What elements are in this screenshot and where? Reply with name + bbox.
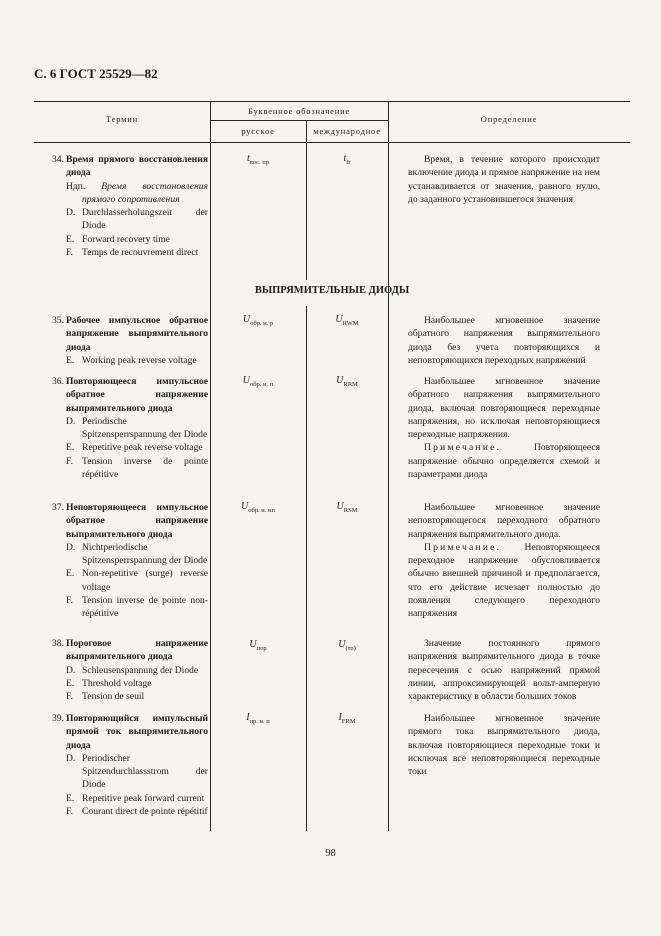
column-header-term: Термин — [105, 114, 139, 124]
entry-number: 38. — [52, 638, 64, 649]
term-title: Повторяющийся импульсный прямой ток выпрямительного диода — [66, 713, 208, 751]
international-symbol-39: $I_{FRM}$ — [338, 712, 356, 725]
entry-number: 34. — [52, 154, 64, 165]
term-entry-34 — [52, 153, 208, 259]
entry-number: 37. — [52, 502, 64, 513]
term-entry-35 — [52, 314, 208, 367]
column-header-russian: русское — [241, 126, 275, 136]
term-english: E. Threshold voltage — [66, 677, 152, 689]
term-german: D. Schleusenspannung der Diode — [66, 664, 199, 676]
table-top-rule — [34, 101, 630, 102]
term-french: F. Tension de seuil — [66, 691, 145, 703]
definition-36: Наибольшее мгновенное значение обратного напряжения выпрямительного диода, включая повторяющиеся переходные напряжения, но исключая неповторяющиеся переходные напряжения. Примечание. Повторяющееся напряжение обычно определяется схемой и параметрами диода — [408, 376, 600, 481]
term-ndp: Ндп. Время восстановления прямого сопротивления — [66, 180, 208, 205]
entry-number: 36. — [52, 376, 64, 387]
term-title: Пороговое напряжение выпрямительного диода — [66, 638, 208, 663]
page-number: 98 — [325, 848, 336, 859]
term-english: E. Repetitive peak forward current — [66, 792, 205, 804]
term-title: Рабочее импульсное обратное напряжение выпрямительного диода — [66, 315, 208, 353]
term-english: E. Forward recovery time — [66, 233, 170, 245]
term-entry-39 — [52, 712, 208, 818]
term-german: D. Periodischer Spitzendurchlassstrom der Diode — [66, 752, 208, 791]
definition-39: Наибольшее мгновенное значение прямого тока выпрямительного диода, включая повторяющиеся переходные токи и исключая все неповторяющиеся переходные токи — [408, 713, 600, 778]
russian-symbol-36: $U_{обр. и. п}$ — [242, 375, 274, 388]
term-german: D. Nichtperiodische Spitzensperrspannung der Diode — [66, 541, 208, 567]
russian-symbol-38: $U_{пор}$ — [249, 639, 267, 652]
russian-symbol-39: $I_{пр. и. п}$ — [246, 712, 270, 725]
column-header-definition: Определение — [480, 114, 538, 124]
term-french: F. Courant direct de pointe répétitif — [66, 806, 208, 818]
term-english: E. Working peak reverse voltage — [66, 354, 197, 366]
term-german: D. Periodische Spitzensperrspannung der Diode — [66, 415, 208, 441]
column-divider-2 — [306, 120, 307, 280]
page-header: С. 6 ГОСТ 25529—82 — [34, 66, 158, 81]
term-entry-36 — [52, 375, 208, 481]
column-header-letter-designation: Буквенное обозначение — [247, 106, 350, 116]
term-title: Время прямого восстановления диода — [66, 154, 208, 179]
term-english: E. Non-repetitive (surge) reverse voltage — [66, 568, 208, 593]
term-german: D. Durchlasserholungszeit der Diode — [66, 207, 208, 232]
international-symbol-36: $U_{RRM}$ — [336, 375, 358, 388]
term-french: F. Temps de recouvrement direct — [66, 247, 199, 259]
term-entry-37 — [52, 501, 208, 621]
note-label: Примечание. — [424, 442, 502, 454]
term-title: Повторяющееся импульсное обратное напряжение выпрямительного диода — [66, 376, 208, 414]
russian-symbol-35: $U_{обр. и. р}$ — [242, 314, 274, 327]
international-symbol-35: $U_{RWM}$ — [335, 314, 359, 327]
definition-37: Наибольшее мгновенное значение неповторяющегося переходного обратного напряжения выпрямительного диода. Примечание. Неповторяющееся переходное напряжение обусловливается обычно внешней причиной и предполагается, что его действие исчезает полностью до появления следующего переходного напряжения — [408, 502, 600, 620]
note-label: Примечание. — [424, 541, 502, 553]
russian-symbol-34: $t_{вос. пр}$ — [246, 153, 270, 166]
definition-35: Наибольшее мгновенное значение обратного напряжения выпрямительного диода без учета повторяющихся и неповторяющихся переходных напряжений — [408, 315, 600, 366]
column-divider-3 — [388, 101, 389, 831]
column-header-international: международное — [313, 126, 381, 136]
term-french: F. Tension inverse de pointe répétitive — [66, 455, 208, 481]
term-entry-38 — [52, 637, 208, 703]
section-title: ВЫПРЯМИТЕЛЬНЫЕ ДИОДЫ — [254, 285, 410, 296]
entry-number: 35. — [52, 315, 64, 326]
international-symbol-38: $U_{(то)}$ — [338, 639, 356, 652]
term-title: Неповторяющееся импульсное обратное напряжение выпрямительного диода — [66, 502, 208, 540]
russian-symbol-37: $U_{обр. и. нп}$ — [241, 501, 275, 514]
term-french: F. Tension inverse de pointe non-répétitive — [66, 595, 208, 620]
international-symbol-34: $t_{fr}$ — [343, 153, 351, 166]
definition-38: Значение постоянного прямого напряжения выпрямительного диода в точке пересечения с осью напряжений прямой линии, аппроксимирующей вольт-амперную характеристику в области больших токов — [408, 638, 600, 703]
international-symbol-37: $U_{RSM}$ — [336, 501, 358, 514]
table-subheader-rule — [210, 120, 388, 121]
table-header-bottom-rule — [34, 142, 630, 143]
entry-number: 39. — [52, 713, 64, 724]
definition-34: Время, в течение которого происходит включение диода и прямое напряжение на нем устанавливается от значения, равного нулю, до заданного установившегося значения — [408, 154, 600, 205]
term-english: E. Repetitive peak reverse voltage — [66, 442, 203, 454]
